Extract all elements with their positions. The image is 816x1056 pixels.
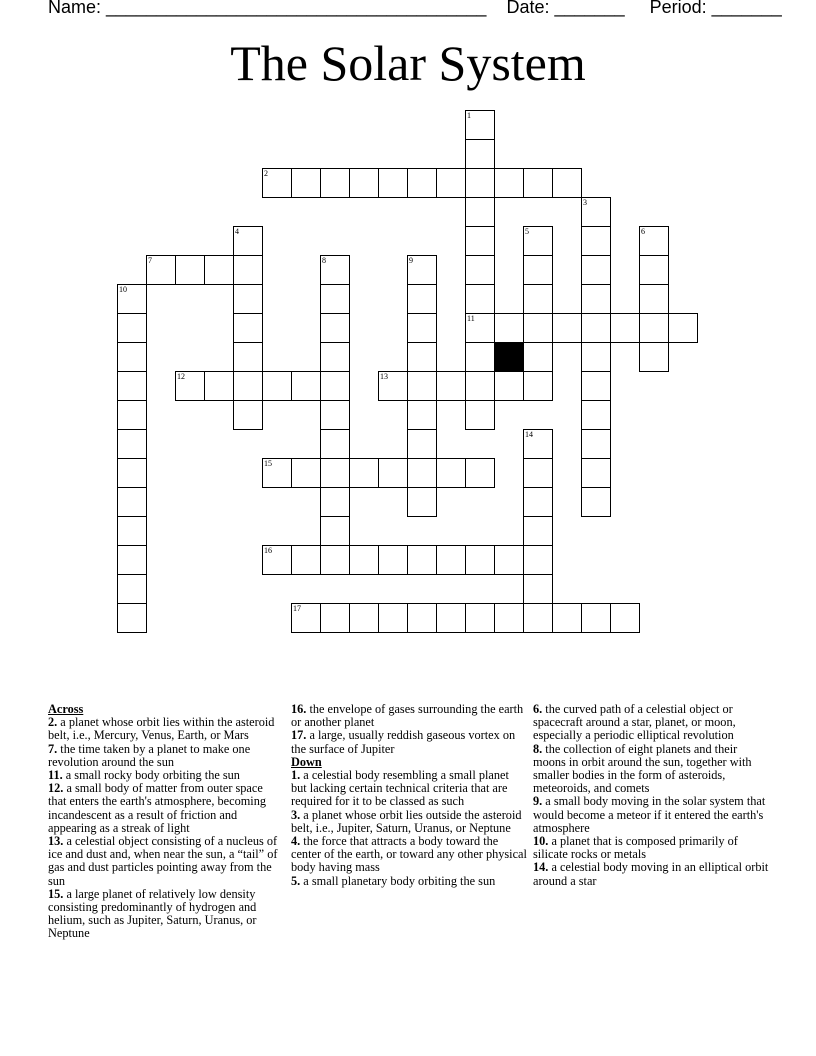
crossword-cell[interactable] <box>494 603 524 633</box>
clue-down-1 <box>291 769 527 809</box>
crossword-cell[interactable] <box>494 313 524 343</box>
crossword-cell[interactable] <box>407 487 437 517</box>
crossword-cell[interactable] <box>117 429 147 459</box>
crossword-cell[interactable] <box>639 284 669 314</box>
crossword-cell[interactable] <box>465 371 495 401</box>
clue-number-label: 7 <box>148 256 152 265</box>
crossword-cell[interactable] <box>233 371 263 401</box>
crossword-cell[interactable] <box>233 342 263 372</box>
crossword-cell[interactable] <box>552 313 582 343</box>
clue-down-9 <box>533 795 769 835</box>
crossword-cell[interactable] <box>407 342 437 372</box>
crossword-cell[interactable] <box>523 458 553 488</box>
clue-text: the curved path of a celestial object or spacecraft around a star, planet, or moon, especially a periodic elliptical revolution <box>533 702 736 743</box>
crossword-cell[interactable] <box>233 284 263 314</box>
crossword-cell[interactable] <box>320 516 350 546</box>
clue-number-label: 10 <box>119 285 127 294</box>
clue-number-label: 11 <box>467 314 475 323</box>
clue-number: 10. <box>533 834 549 849</box>
clue-across-7 <box>48 743 282 769</box>
black-square <box>494 342 524 372</box>
crossword-cell[interactable] <box>320 400 350 430</box>
crossword-cell[interactable] <box>349 168 379 198</box>
crossword-cell[interactable] <box>117 545 147 575</box>
clue-across-16 <box>291 703 527 729</box>
clue-down-4 <box>291 835 527 875</box>
crossword-cell[interactable] <box>233 226 263 256</box>
crossword-cell[interactable] <box>552 168 582 198</box>
crossword-cell[interactable] <box>407 284 437 314</box>
clue-number-label: 5 <box>525 227 529 236</box>
date-field[interactable]: _______ <box>554 0 625 17</box>
crossword-cell[interactable] <box>668 313 698 343</box>
crossword-cell[interactable] <box>523 516 553 546</box>
clue-number-label: 17 <box>293 604 301 613</box>
clue-number-label: 15 <box>264 459 272 468</box>
clue-number: 7. <box>48 741 58 756</box>
crossword-cell[interactable] <box>378 603 408 633</box>
crossword-cell[interactable] <box>407 313 437 343</box>
clue-number: 13. <box>48 834 64 849</box>
clue-text: a planet whose orbit lies outside the asteroid belt, i.e., Jupiter, Saturn, Uranus, or Neptune <box>291 807 522 835</box>
crossword-cell[interactable] <box>523 342 553 372</box>
crossword-cell[interactable] <box>581 603 611 633</box>
crossword-cell[interactable] <box>291 545 321 575</box>
crossword-cell[interactable] <box>262 458 292 488</box>
crossword-cell[interactable] <box>581 313 611 343</box>
crossword-cell[interactable] <box>320 313 350 343</box>
crossword-cell[interactable] <box>523 487 553 517</box>
clues-column-1 <box>48 703 282 941</box>
crossword-cell[interactable] <box>639 342 669 372</box>
crossword-cell[interactable] <box>262 168 292 198</box>
crossword-cell[interactable] <box>581 429 611 459</box>
clue-across-15 <box>48 888 282 941</box>
crossword-cell[interactable] <box>494 545 524 575</box>
crossword-cell[interactable] <box>233 313 263 343</box>
crossword-cell[interactable] <box>436 371 466 401</box>
clue-text: the force that attracts a body toward the center of the earth, or toward any other physical body having mass <box>291 834 527 875</box>
clue-text: the envelope of gases surrounding the earth or another planet <box>291 702 524 730</box>
clue-text: the collection of eight planets and their moons in orbit around the sun, together with smaller bodies in the form of asteroids, meteoroids, and comets <box>533 741 752 796</box>
crossword-cell[interactable] <box>320 429 350 459</box>
clue-across-2 <box>48 716 282 742</box>
crossword-cell[interactable] <box>494 168 524 198</box>
crossword-cell[interactable] <box>117 371 147 401</box>
crossword-cell[interactable] <box>349 458 379 488</box>
crossword-cell[interactable] <box>581 400 611 430</box>
crossword-cell[interactable] <box>639 226 669 256</box>
crossword-cell[interactable] <box>407 429 437 459</box>
crossword-cell[interactable] <box>204 371 234 401</box>
clue-number: 6. <box>533 702 543 716</box>
clue-number-label: 4 <box>235 227 239 236</box>
crossword-cell[interactable] <box>407 545 437 575</box>
crossword-cell[interactable] <box>639 313 669 343</box>
crossword-cell[interactable] <box>407 458 437 488</box>
crossword-cell[interactable] <box>465 197 495 227</box>
clue-down-14 <box>533 861 769 887</box>
clues-column-2 <box>291 703 527 888</box>
crossword-cell[interactable] <box>117 574 147 604</box>
crossword-cell[interactable] <box>233 255 263 285</box>
clue-text: a celestial body moving in an elliptical orbit around a star <box>533 860 769 888</box>
clue-text: a celestial body resembling a small planet but lacking certain technical criteria that are required for it to be classed as such <box>291 768 509 809</box>
crossword-cell[interactable] <box>320 255 350 285</box>
clue-down-10 <box>533 835 769 861</box>
crossword-cell[interactable] <box>465 110 495 140</box>
clue-text: a small rocky body orbiting the sun <box>62 768 240 783</box>
crossword-cell[interactable] <box>465 342 495 372</box>
clue-text: a small body moving in the solar system that would become a meteor if it entered the earth's atmosphere <box>533 794 766 835</box>
crossword-cell[interactable] <box>581 226 611 256</box>
crossword-cell[interactable] <box>523 545 553 575</box>
crossword-cell[interactable] <box>407 168 437 198</box>
crossword-cell[interactable] <box>581 284 611 314</box>
crossword-cell[interactable] <box>407 371 437 401</box>
crossword-cell[interactable] <box>175 255 205 285</box>
crossword-cell[interactable] <box>175 371 205 401</box>
crossword-cell[interactable] <box>523 574 553 604</box>
crossword-cell[interactable] <box>378 458 408 488</box>
crossword-cell[interactable] <box>465 400 495 430</box>
crossword-cell[interactable] <box>581 255 611 285</box>
crossword-cell[interactable] <box>610 313 640 343</box>
crossword-cell[interactable] <box>378 371 408 401</box>
crossword-cell[interactable] <box>320 168 350 198</box>
crossword-cell[interactable] <box>494 371 524 401</box>
clue-number: 5. <box>291 873 301 888</box>
crossword-cell[interactable] <box>523 313 553 343</box>
clue-number-label: 13 <box>380 372 388 381</box>
clue-text: the time taken by a planet to make one revolution around the sun <box>48 741 251 769</box>
crossword-cell[interactable] <box>204 255 234 285</box>
name-field[interactable]: ______________________________________ <box>106 0 487 17</box>
clue-text: a celestial object consisting of a nucleus of ice and dust and, when near the sun, a “tail” of gas and dust particles pointing away from the sun <box>48 834 278 888</box>
clue-down-6 <box>533 703 769 743</box>
clue-number: 14. <box>533 860 549 875</box>
clue-number: 11. <box>48 768 63 783</box>
crossword-cell[interactable] <box>320 284 350 314</box>
clue-number: 15. <box>48 886 64 901</box>
crossword-cell[interactable] <box>523 603 553 633</box>
crossword-cell[interactable] <box>320 371 350 401</box>
crossword-cell[interactable] <box>407 603 437 633</box>
crossword-cell[interactable] <box>523 255 553 285</box>
clue-number-label: 8 <box>322 256 326 265</box>
clue-text: a small planetary body orbiting the sun <box>300 873 496 888</box>
crossword-cell[interactable] <box>320 487 350 517</box>
crossword-cell[interactable] <box>465 284 495 314</box>
crossword-cell[interactable] <box>378 545 408 575</box>
clue-number: 17. <box>291 728 307 743</box>
crossword-cell[interactable] <box>436 168 466 198</box>
clue-number-label: 3 <box>583 198 587 207</box>
crossword-cell[interactable] <box>349 603 379 633</box>
clue-number: 1. <box>291 768 301 783</box>
clue-down-8 <box>533 743 769 796</box>
name-label: Name: <box>48 0 102 17</box>
across-heading: Across <box>48 702 84 716</box>
clue-number-label: 6 <box>641 227 645 236</box>
clue-down-3 <box>291 809 527 835</box>
crossword-cell[interactable] <box>117 603 147 633</box>
clue-number-label: 9 <box>409 256 413 265</box>
clue-text: a planet that is composed primarily of silicate rocks or metals <box>533 834 738 862</box>
crossword-cell[interactable] <box>523 429 553 459</box>
clue-across-12 <box>48 782 282 835</box>
clue-number: 2. <box>48 715 58 730</box>
crossword-cell[interactable] <box>117 284 147 314</box>
crossword-cell[interactable] <box>523 371 553 401</box>
crossword-cell[interactable] <box>117 313 147 343</box>
crossword-cell[interactable] <box>465 168 495 198</box>
clue-number-label: 1 <box>467 111 471 120</box>
clue-number-label: 14 <box>525 430 533 439</box>
crossword-cell[interactable] <box>465 255 495 285</box>
crossword-cell[interactable] <box>523 284 553 314</box>
clue-number: 3. <box>291 807 301 822</box>
clue-text: a planet whose orbit lies within the asteroid belt, i.e., Mercury, Venus, Earth, or Mars <box>48 715 275 743</box>
crossword-cell[interactable] <box>233 400 263 430</box>
crossword-cell[interactable] <box>581 342 611 372</box>
crossword-cell[interactable] <box>320 603 350 633</box>
clues-column-3 <box>533 703 769 888</box>
clue-number: 9. <box>533 794 543 809</box>
crossword-cell[interactable] <box>581 197 611 227</box>
down-heading: Down <box>291 754 322 769</box>
crossword-cell[interactable] <box>465 139 495 169</box>
clue-text: a large, usually reddish gaseous vortex on the surface of Jupiter <box>291 728 516 756</box>
crossword-cell[interactable] <box>117 516 147 546</box>
crossword-cell[interactable] <box>436 545 466 575</box>
clue-across-17 <box>291 729 527 755</box>
crossword-cell[interactable] <box>146 255 176 285</box>
page-title: The Solar System <box>230 35 586 91</box>
clue-text: a large planet of relatively low density consisting predominantly of hydrogen and helium, such as Jupiter, Saturn, Uranus, or Neptune <box>48 886 257 941</box>
crossword-cell[interactable] <box>465 458 495 488</box>
crossword-cell[interactable] <box>610 603 640 633</box>
crossword-cell[interactable] <box>291 371 321 401</box>
crossword-cell[interactable] <box>639 255 669 285</box>
crossword-cell[interactable] <box>117 342 147 372</box>
crossword-cell[interactable] <box>407 400 437 430</box>
clue-number: 4. <box>291 834 301 849</box>
clue-text: a small body of matter from outer space that enters the earth's atmosphere, becoming incandescent as a result of friction and appearing as a streak of light <box>48 781 267 835</box>
crossword-cell[interactable] <box>117 487 147 517</box>
crossword-cell[interactable] <box>407 255 437 285</box>
crossword-cell[interactable] <box>291 168 321 198</box>
crossword-cell[interactable] <box>465 313 495 343</box>
crossword-cell[interactable] <box>552 603 582 633</box>
date-label: Date: <box>506 0 550 17</box>
crossword-cell[interactable] <box>465 226 495 256</box>
crossword-cell[interactable] <box>465 603 495 633</box>
crossword-cell[interactable] <box>320 545 350 575</box>
clue-number: 8. <box>533 741 543 756</box>
crossword-cell[interactable] <box>436 603 466 633</box>
crossword-cell[interactable] <box>581 458 611 488</box>
clue-number-label: 16 <box>264 546 272 555</box>
crossword-cell[interactable] <box>262 545 292 575</box>
crossword-cell[interactable] <box>117 400 147 430</box>
crossword-cell[interactable] <box>291 458 321 488</box>
period-field[interactable]: _______ <box>711 0 782 17</box>
crossword-cell[interactable] <box>581 487 611 517</box>
crossword-cell[interactable] <box>378 168 408 198</box>
crossword-cell[interactable] <box>320 458 350 488</box>
crossword-cell[interactable] <box>581 371 611 401</box>
clue-across-13 <box>48 835 282 888</box>
crossword-cell[interactable] <box>262 371 292 401</box>
clue-number-label: 12 <box>177 372 185 381</box>
clue-down-5 <box>291 875 527 888</box>
clue-number: 12. <box>48 781 64 796</box>
crossword-cell[interactable] <box>523 168 553 198</box>
crossword-cell[interactable] <box>349 545 379 575</box>
crossword-cell[interactable] <box>436 458 466 488</box>
crossword-cell[interactable] <box>291 603 321 633</box>
crossword-cell[interactable] <box>117 458 147 488</box>
period-label: Period: <box>649 0 707 17</box>
crossword-cell[interactable] <box>320 342 350 372</box>
clue-number: 16. <box>291 702 307 716</box>
crossword-cell[interactable] <box>465 545 495 575</box>
crossword-cell[interactable] <box>523 226 553 256</box>
clue-number-label: 2 <box>264 169 268 178</box>
